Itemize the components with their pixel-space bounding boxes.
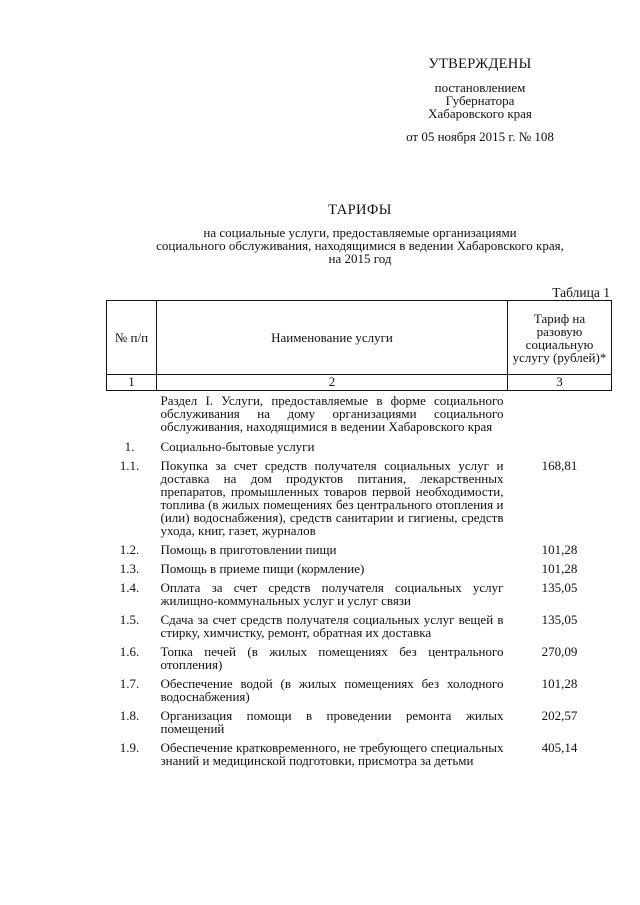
approval-date: от 05 ноября 2015 г. № 108 (406, 129, 554, 144)
approval-block (380, 58, 580, 143)
index-cell-2: 2 (157, 375, 508, 391)
table-index-row (107, 375, 612, 391)
row-service-name: Обеспечение водой (в жилых помещениях без холодного водоснабжения) (160, 676, 504, 704)
row-num: 1.1. (119, 458, 140, 473)
document-title-block (90, 204, 630, 265)
index-cell-1: 1 (107, 375, 157, 391)
table-row (107, 706, 612, 738)
row-tariff: 101,28 (541, 561, 578, 576)
row-service-name: Покупка за счет средств получателя социальных услуг и доставка на дом продуктов питания, лекарственных препаратов, промышленных товаров первой необходимости, топлива (в жилых помещениях без центрального отопления и (или) водоснабжения), средств санитарии и гигиены, средств ухода, книг, газет, журналов (160, 458, 504, 538)
row-tariff: 405,14 (541, 740, 578, 755)
row-service-name: Социально-бытовые услуги (160, 439, 315, 454)
table-row (107, 738, 612, 770)
approval-line-1: постановлением (434, 80, 526, 95)
row-service-name: Организация помощи в проведении ремонта жилых помещений (160, 708, 504, 736)
table-header-row (107, 301, 612, 375)
row-tariff: 202,57 (541, 708, 578, 723)
header-name: Наименование услуги (157, 301, 508, 375)
row-num: 1.3. (119, 561, 140, 576)
row-tariff: 101,28 (541, 676, 578, 691)
table-label: Таблица 1 (552, 285, 610, 300)
row-num: 1.6. (119, 644, 140, 659)
row-tariff (508, 437, 612, 456)
subtitle-line-3: на 2015 год (328, 251, 392, 266)
row-num: 1.7. (119, 676, 140, 691)
table-row (107, 578, 612, 610)
row-service-name: Обеспечение кратковременного, не требующего специальных знаний и медицинской подготовки, присмотра за детьми (160, 740, 504, 768)
subtitle-line-2: социального обслуживания, находящимися в ведении Хабаровского края, (156, 238, 564, 253)
row-num: 1.5. (119, 612, 140, 627)
table-row (107, 540, 612, 559)
row-tariff: 270,09 (541, 644, 578, 659)
row-num: 1.2. (119, 542, 140, 557)
subtitle-line-1: на социальные услуги, предоставляемые организациями (203, 225, 517, 240)
header-tariff: Тариф на разовую социальную услугу (рублей)* (508, 301, 612, 375)
row-tariff: 135,05 (541, 580, 578, 595)
row-num: 1.8. (119, 708, 140, 723)
row-tariff: 168,81 (541, 458, 578, 473)
row-service-name: Помощь в приготовлении пищи (160, 542, 337, 557)
document-title: ТАРИФЫ (328, 202, 392, 218)
table-row (107, 674, 612, 706)
row-service-name: Помощь в приеме пищи (кормление) (160, 561, 365, 576)
section-title: Раздел I. Услуги, предоставляемые в форме социального обслуживания на дому организациями социального обслуживания, находящимися в ведении Хабаровского края (160, 393, 504, 434)
row-num: 1.4. (119, 580, 140, 595)
row-service-name: Оплата за счет средств получателя социальных услуг жилищно-коммунальных услуг и услуг связи (160, 580, 504, 608)
header-num: № п/п (107, 301, 157, 375)
table-row (107, 456, 612, 540)
row-tariff: 135,05 (541, 612, 578, 627)
tariff-table (106, 300, 612, 770)
table-row (107, 610, 612, 642)
approval-line-3: Хабаровского края (428, 106, 532, 121)
row-service-name: Сдача за счет средств получателя социальных услуг вещей в стирку, химчистку, ремонт, обратная их доставка (160, 612, 504, 640)
row-num: 1.9. (119, 740, 140, 755)
row-tariff: 101,28 (541, 542, 578, 557)
row-num: 1. (124, 439, 135, 454)
index-cell-3: 3 (508, 375, 612, 391)
section-row (107, 391, 612, 438)
row-service-name: Топка печей (в жилых помещениях без центрального отопления) (160, 644, 504, 672)
table-row (107, 437, 612, 456)
approval-heading: УТВЕРЖДЕНЫ (428, 56, 532, 72)
table-row (107, 642, 612, 674)
approval-line-2: Губернатора (445, 93, 515, 108)
table-row (107, 559, 612, 578)
